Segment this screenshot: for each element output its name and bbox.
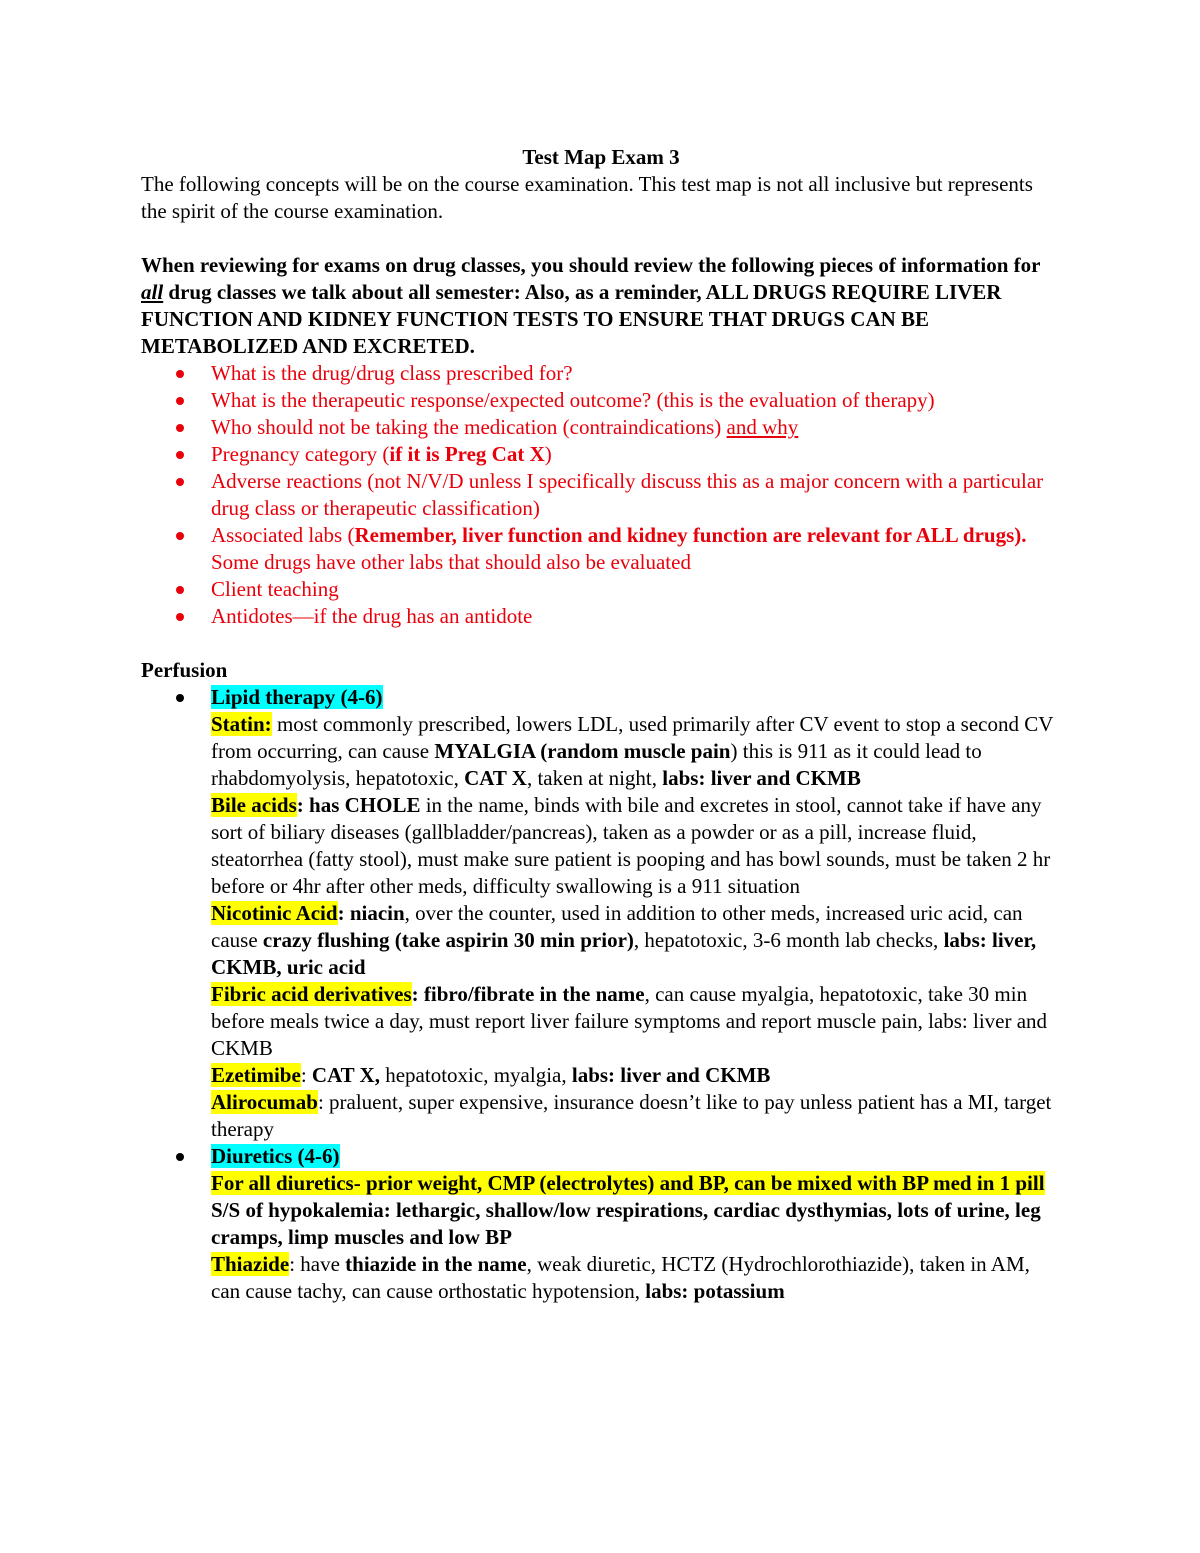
all-diuretics-note: For all diuretics- prior weight, CMP (electrolytes) and BP, can be mixed with BP med in 1 pill (211, 1171, 1045, 1195)
intro-paragraph: The following concepts will be on the course examination. This test map is not all inclusive but represents the spirit of the course examination. (141, 172, 1033, 223)
section-heading-perfusion: Perfusion (141, 658, 228, 682)
checklist-item: What is the drug/drug class prescribed for? (141, 360, 1061, 387)
review-checklist (141, 360, 1061, 630)
fibric-acid-entry: Fibric acid derivatives: fibro/fibrate in the name, can cause myalgia, hepatotoxic, take 30 min before meals twice a day, must report liver failure symptoms and report muscle pain, labs: liver and CKMB (211, 982, 1048, 1060)
ezetimibe-entry: Ezetimibe: CAT X, hepatotoxic, myalgia, labs: liver and CKMB (211, 1063, 771, 1087)
bullet-icon (176, 478, 184, 486)
nicotinic-acid-entry: Nicotinic Acid: niacin, over the counter, used in addition to other meds, increased uric acid, can cause crazy flushing (take aspirin 30 min prior), hepatotoxic, 3-6 month lab checks, labs: liver, CKMB, uric acid (211, 901, 1037, 979)
bullet-icon (176, 451, 184, 459)
bullet-icon (176, 1153, 184, 1161)
perfusion-list (141, 684, 1061, 1305)
bullet-icon (176, 370, 184, 378)
checklist-item: Antidotes—if the drug has an antidote (141, 603, 1061, 630)
checklist-item: Client teaching (141, 576, 1061, 603)
statin-entry: Statin: most commonly prescribed, lowers LDL, used primarily after CV event to stop a second CV from occurring, can cause MYALGIA (random muscle pain) this is 911 as it could lead to rhabdomyolysis, hepatotoxic, CAT X, taken at night, labs: liver and CKMB (211, 712, 1054, 790)
checklist-item: Who should not be taking the medication (contraindications) and why (141, 414, 1061, 441)
checklist-item: Associated labs (Remember, liver function and kidney function are relevant for ALL drugs). Some drugs have other labs that should also be evaluated (141, 522, 1061, 576)
checklist-item: Pregnancy category (if it is Preg Cat X) (141, 441, 1061, 468)
thiazide-entry: Thiazide: have thiazide in the name, weak diuretic, HCTZ (Hydrochlorothiazide), taken in AM, can cause tachy, can cause orthostatic hypotension, labs: potassium (211, 1252, 1030, 1303)
spacer (141, 630, 1061, 657)
document-page (141, 144, 1061, 1305)
bullet-icon (176, 397, 184, 405)
lipid-therapy-heading: Lipid therapy (4-6) (211, 685, 383, 709)
diuretics-heading: Diuretics (4-6) (211, 1144, 340, 1168)
hypokalemia-note: S/S of hypokalemia: lethargic, shallow/low respirations, cardiac dysthymias, lots of urine, leg cramps, limp muscles and low BP (211, 1198, 1041, 1249)
bullet-icon (176, 613, 184, 621)
bullet-icon (176, 424, 184, 432)
document-title: Test Map Exam 3 (522, 145, 680, 169)
bullet-icon (176, 532, 184, 540)
alirocumab-entry: Alirocumab: praluent, super expensive, insurance doesn’t like to pay unless patient has a MI, target therapy (211, 1090, 1052, 1141)
checklist-item: Adverse reactions (not N/V/D unless I specifically discuss this as a major concern with a particular drug class or therapeutic classification) (141, 468, 1061, 522)
diuretics-item (141, 1143, 1061, 1305)
checklist-item: What is the therapeutic response/expected outcome? (this is the evaluation of therapy) (141, 387, 1061, 414)
bile-acids-entry: Bile acids: has CHOLE in the name, binds with bile and excretes in stool, cannot take if have any sort of biliary diseases (gallbladder/pancreas), taken as a powder or as a pill, increase fluid, steatorrhea (fatty stool), must make sure patient is pooping and has bowl sounds, must be taken 2 hr before or 4hr after other meds, difficulty swallowing is a 911 situation (211, 793, 1051, 898)
bullet-icon (176, 694, 184, 702)
spacer (141, 225, 1061, 252)
bullet-icon (176, 586, 184, 594)
lipid-therapy-item (141, 684, 1061, 1143)
review-instructions: When reviewing for exams on drug classes, you should review the following pieces of information for all drug classes we talk about all semester: Also, as a reminder, ALL DRUGS REQUIRE LIVER FUNCTION AND KIDNEY FUNCTION TESTS TO ENSURE THAT DRUGS CAN BE METABOLIZED AND EXCRETED. (141, 253, 1041, 358)
